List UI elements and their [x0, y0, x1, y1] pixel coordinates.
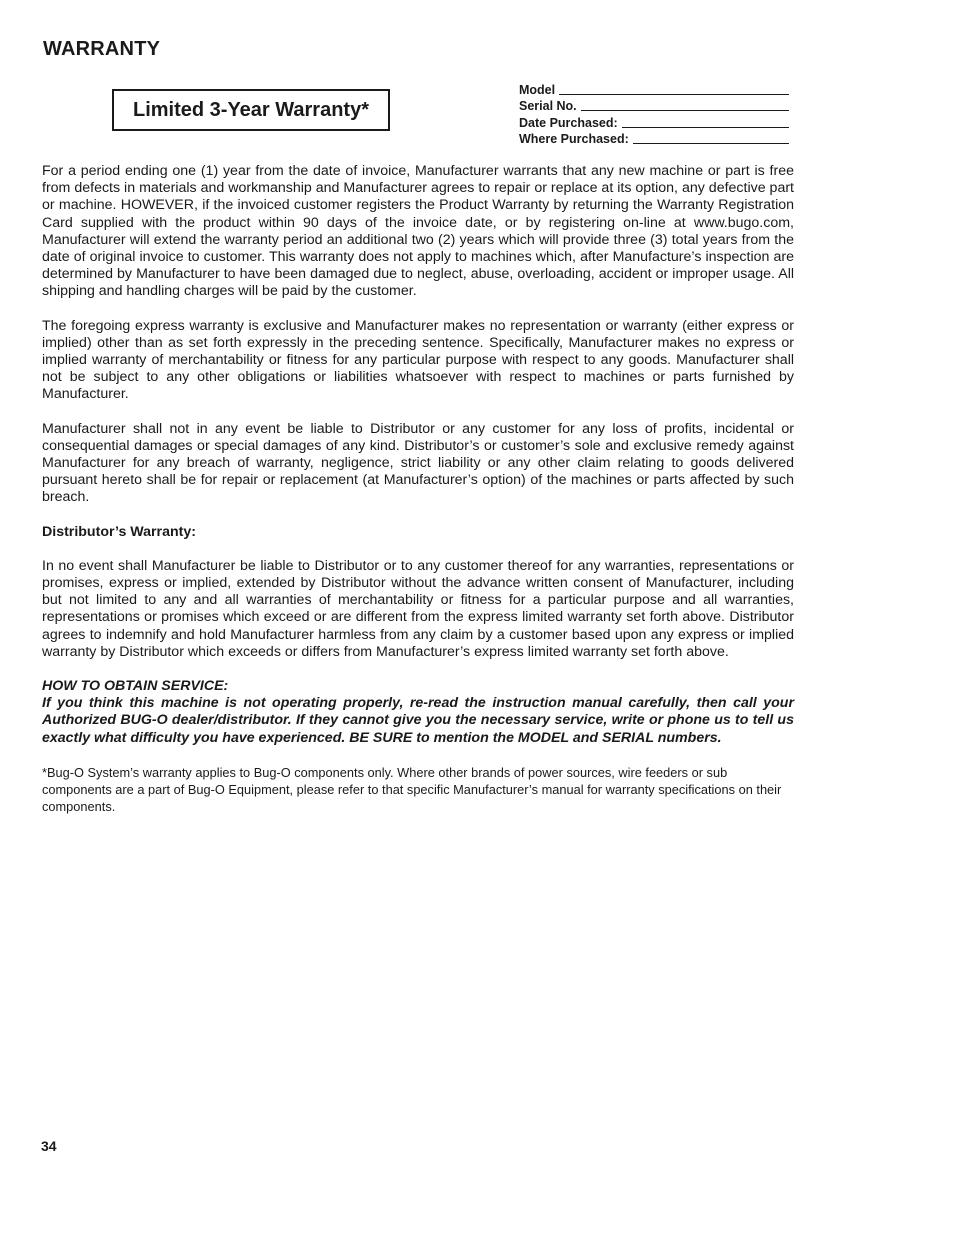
where-purchased-label: Where Purchased:	[519, 132, 629, 146]
warranty-paragraph-2: The foregoing express warranty is exclusive and Manufacturer makes no representation or warranty (either express or implied) other than as set forth expressly in the preceding sentence. Specifically, Manufacturer makes no express or implied warranty of merchantability or fitness for any particular purpose with respect to any goods. Manufacturer shall not be subject to any other obligations or liabilities whatsoever with respect to machines or parts furnished by Manufacturer.	[42, 317, 794, 403]
date-field-line	[622, 115, 789, 128]
service-paragraph: If you think this machine is not operating properly, re-read the instruction manual carefully, then call your Authorized BUG-O dealer/distributor. If they cannot give you the necessary service, write or phone us to tell us exactly what difficulty you have experienced. BE SURE to mention the MODEL and SERIAL numbers.	[42, 695, 794, 746]
warranty-paragraph-1: For a period ending one (1) year from the date of invoice, Manufacturer warrants that any new machine or part is free from defects in materials and workmanship and Manufacturer agrees to repair or replace at its option, any defective part or machine. HOWEVER, if the invoiced customer registers the Product Warranty by returning the Warranty Registration Card supplied with the product within 90 days of the invoice date, or by registering on-line at www.bugo.com, Manufacturer will extend the warranty period an additional two (2) years which will provide three (3) total years from the date of original invoice to customer. This warranty does not apply to machines which, after Manufacture’s inspection are determined by Manufacturer to have been damaged due to neglect, abuse, overloading, accident or improper usage. All shipping and handling charges will be paid by the customer.	[42, 163, 794, 300]
footnote: *Bug-O System’s warranty applies to Bug-O components only. Where other brands of power sources, wire feeders or sub components are a part of Bug-O Equipment, please refer to that specific Manufacturer’s manual for warranty specifications on their components.	[42, 764, 782, 814]
distributor-warranty-heading: Distributor’s Warranty:	[42, 523, 196, 540]
warranty-body	[42, 163, 794, 832]
model-label: Model	[519, 82, 556, 97]
model-field-line	[559, 82, 789, 95]
date-purchased-label: Date Purchased:	[519, 115, 618, 130]
serial-label: Serial No.	[519, 99, 577, 113]
distributor-warranty-paragraph: In no event shall Manufacturer be liable to Distributor or to any customer thereof for any warranties, representations or promises, express or implied, extended by Distributor without the advance written consent of Manufacturer, including but not limited to any and all warranties of merchantability or fitness for a particular purpose and all warranties, representations or promises which exceed or are different from the express limited warranty set forth above. Distributor agrees to indemnify and hold Manufacturer harmless from any claim by a customer based upon any express or implied warranty by Distributor which exceeds or differs from Manufacturer’s express limited warranty set forth above.	[42, 557, 794, 660]
serial-field-line	[581, 98, 789, 111]
where-field-line	[633, 131, 789, 144]
limited-warranty-box: Limited 3-Year Warranty*	[112, 89, 390, 131]
registration-form	[519, 80, 789, 146]
date-row	[519, 113, 789, 130]
service-heading: HOW TO OBTAIN SERVICE:	[42, 678, 229, 695]
model-row	[519, 80, 789, 97]
page-title: WARRANTY	[43, 38, 161, 60]
serial-row	[519, 97, 789, 114]
where-row	[519, 130, 789, 147]
page-number: 34	[41, 1138, 57, 1154]
service-section	[42, 678, 794, 747]
warranty-paragraph-3: Manufacturer shall not in any event be liable to Distributor or any customer for any loss of profits, incidental or consequential damages or special damages of any kind. Distributor’s or customer’s sole and exclusive remedy against Manufacturer for any breach of warranty, negligence, strict liability or any other claim relating to goods delivered pursuant hereto shall be for repair or replacement (at Manufacturer’s option) of the machines or parts affected by such breach.	[42, 420, 794, 506]
